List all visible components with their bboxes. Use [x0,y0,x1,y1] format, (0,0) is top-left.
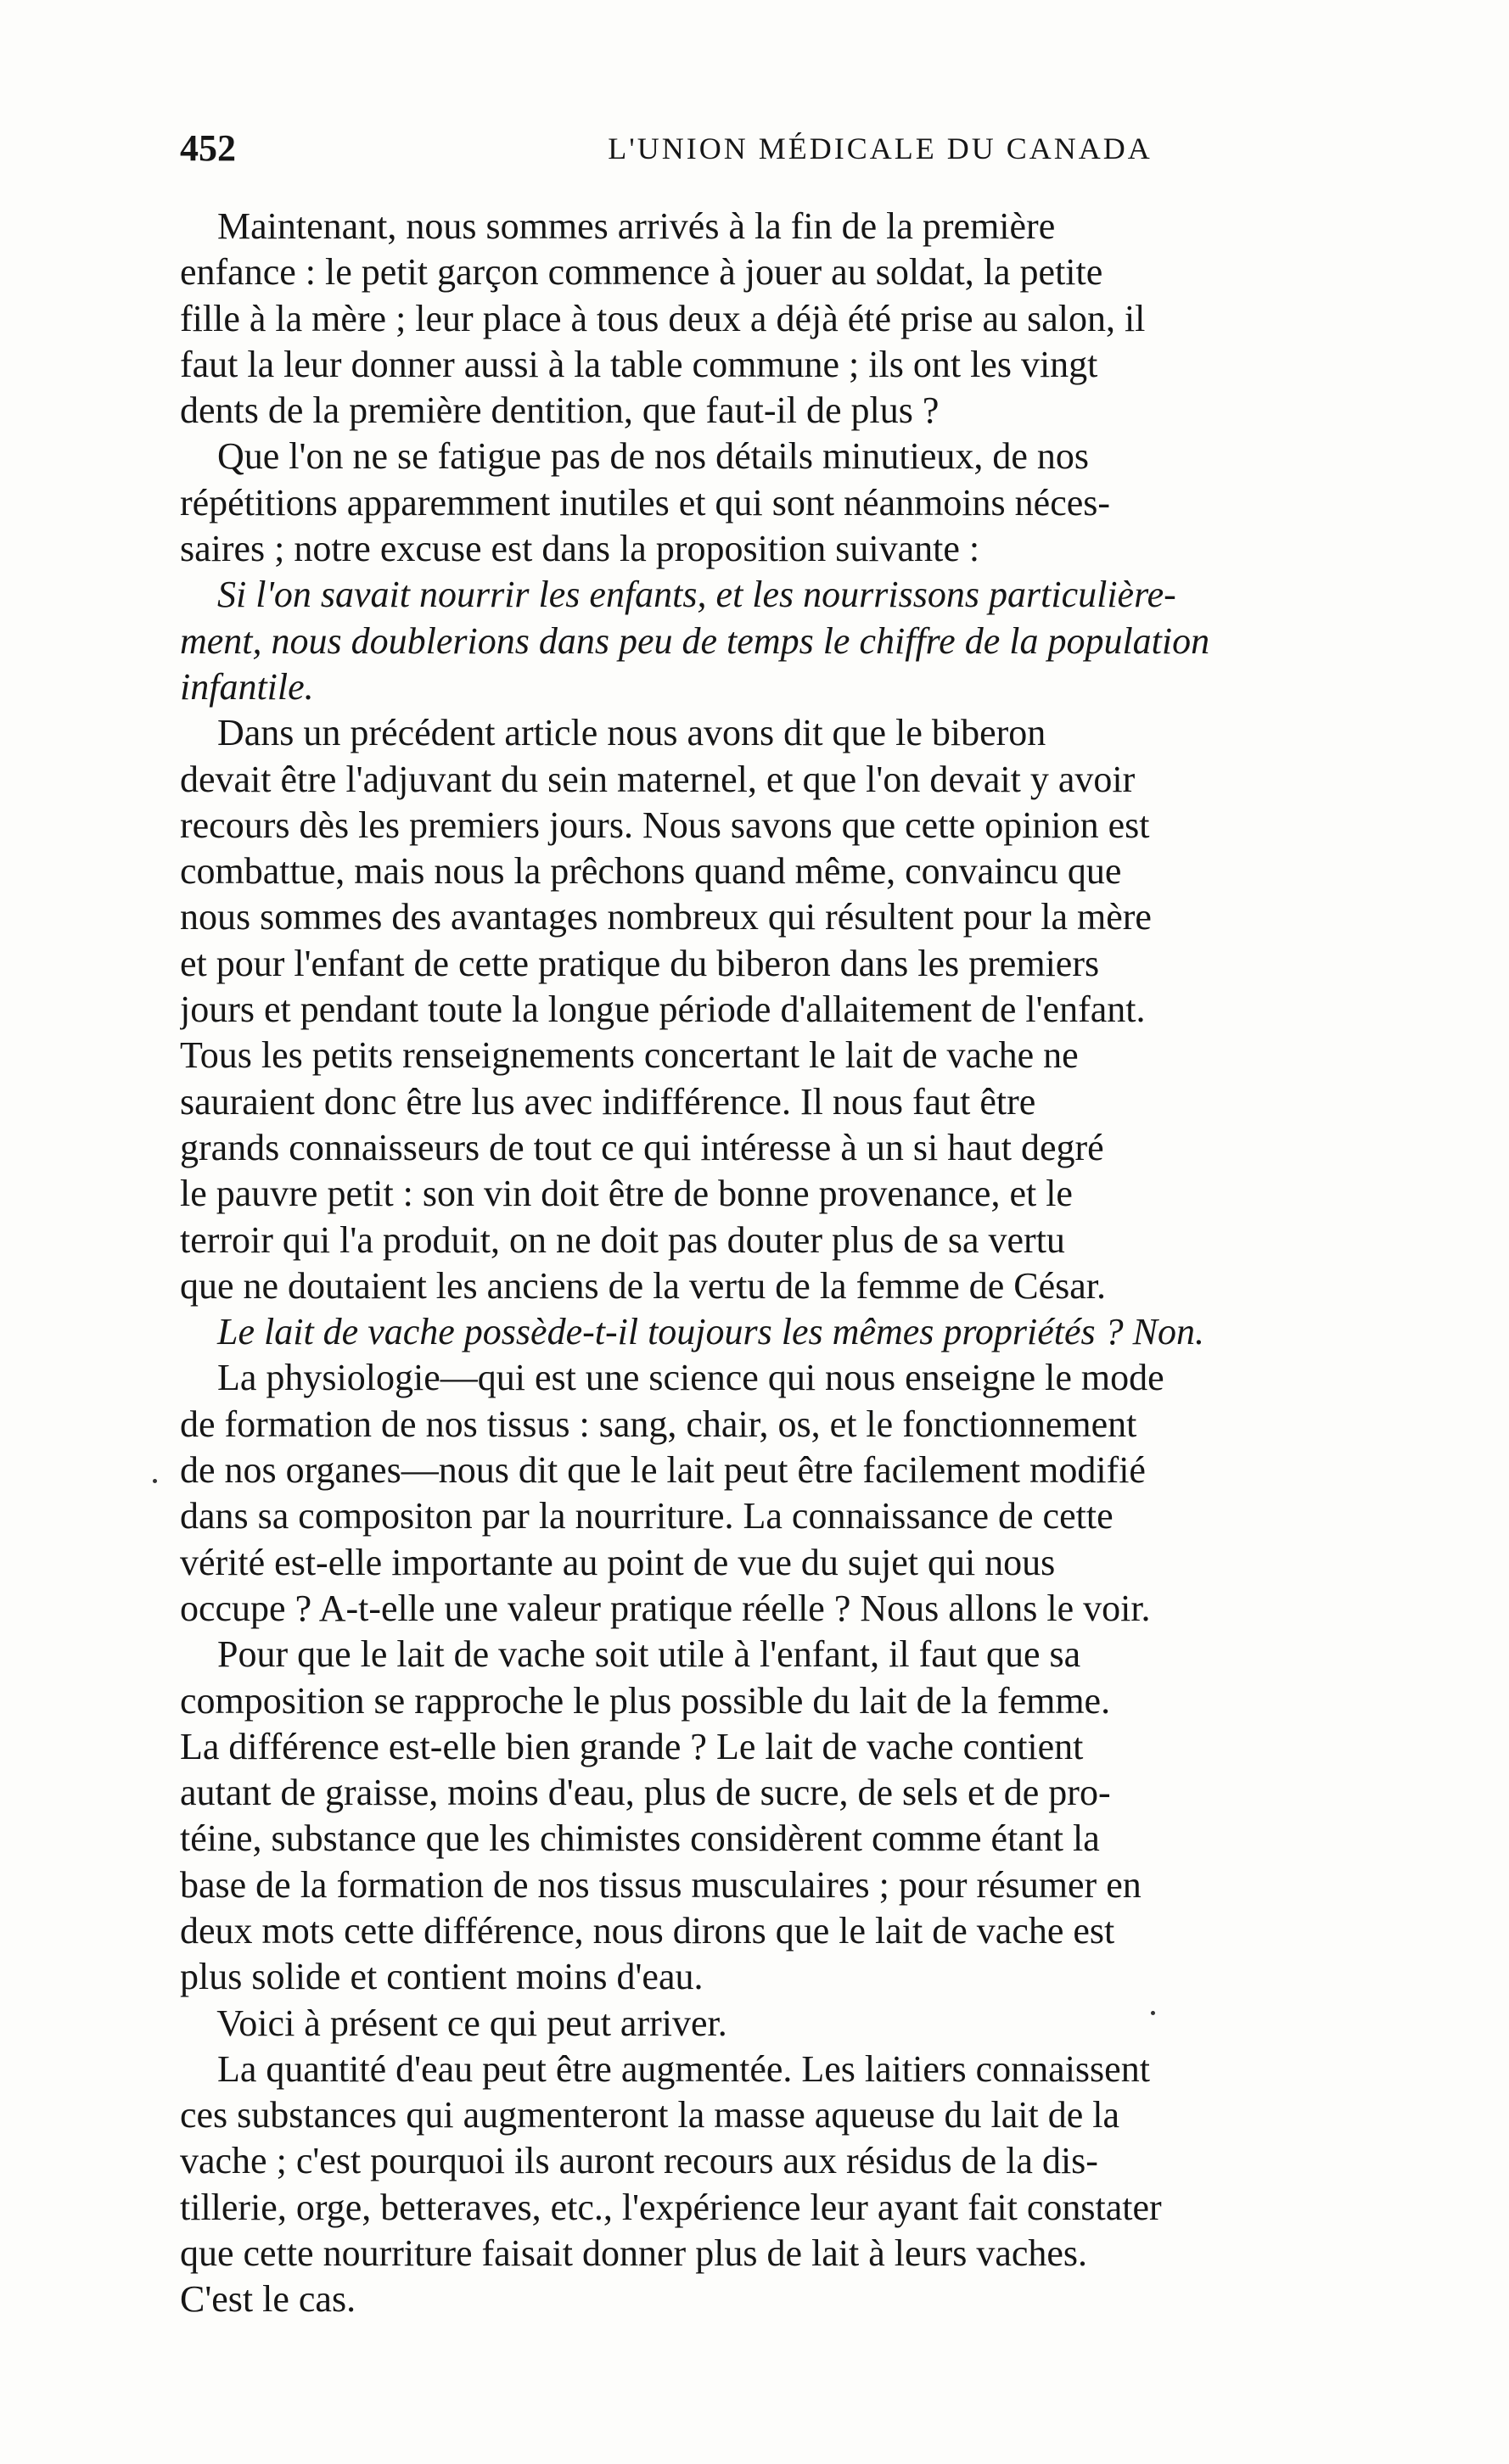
text-line: Le lait de vache possède-t-il toujours les mêmes propriétés ? Non. [180,1311,1204,1353]
stray-mark [153,1479,157,1483]
text-line: de nos organes—nous dit que le lait peut être facilement modifié [180,1449,1146,1492]
text-line: ment, nous doublerions dans peu de temps le chiffre de la population [180,619,1210,662]
text-line: Si l'on savait nourrir les enfants, et les nourrissons particulière- [180,574,1176,616]
text-line: dents de la première dentition, que faut-il de plus ? [180,389,940,432]
text-line: téine, substance que les chimistes considèrent comme étant la [180,1817,1100,1860]
text-line: vérité est-elle importante au point de vue du sujet qui nous [180,1541,1056,1583]
text-line: C'est le cas. [180,2278,356,2321]
text-line: fille à la mère ; leur place à tous deux a déjà été prise au salon, il [180,297,1146,339]
text-line: composition se rapproche le plus possible du lait de la femme. [180,1679,1111,1722]
text-line: et pour l'enfant de cette pratique du biberon dans les premiers [180,942,1100,984]
text-line: La différence est-elle bien grande ? Le lait de vache contient [180,1725,1084,1767]
text-line: Dans un précédent article nous avons dit que le biberon [180,712,1046,754]
text-line: base de la formation de nos tissus musculaires ; pour résumer en [180,1863,1142,1906]
text-line: faut la leur donner aussi à la table commune ; ils ont les vingt [180,343,1098,385]
text-line: grands connaisseurs de tout ce qui intéresse à un si haut degré [180,1126,1104,1168]
text-line: jours et pendant toute la longue période d'allaitement de l'enfant. [180,988,1146,1031]
running-title: L'UNION MÉDICALE DU CANADA [608,132,1153,165]
text-line: La quantité d'eau peut être augmentée. Les laitiers connaissent [180,2047,1150,2090]
text-line: que cette nourriture faisait donner plus de lait à leurs vaches. [180,2232,1088,2275]
text-line: ces substances qui augmenteront la masse aqueuse du lait de la [180,2094,1119,2136]
text-line: dans sa compositon par la nourriture. La connaissance de cette [180,1495,1114,1537]
body-text [180,204,1453,2323]
text-line: occupe ? A-t-elle une valeur pratique réelle ? Nous allons le voir. [180,1587,1151,1629]
text-line: Que l'on ne se fatigue pas de nos détails minutieux, de nos [180,435,1090,478]
text-line: tillerie, orge, betteraves, etc., l'expérience leur ayant fait constater [180,2186,1162,2228]
text-line: Maintenant, nous sommes arrivés à la fin de la première [180,205,1056,247]
stray-mark [1151,2011,1155,2015]
text-line: devait être l'adjuvant du sein maternel, et que l'on devait y avoir [180,758,1136,800]
page-header [180,123,1453,174]
text-line: combattue, mais nous la prêchons quand même, convaincu que [180,850,1122,893]
text-line: deux mots cette différence, nous dirons que le lait de vache est [180,1909,1115,1952]
text-line: recours dès les premiers jours. Nous savons que cette opinion est [180,804,1150,846]
text-line: sauraient donc être lus avec indifférence. Il nous faut être [180,1080,1036,1123]
text-line: enfance : le petit garçon commence à jouer au soldat, la petite [180,251,1103,294]
text-line: infantile. [180,665,314,708]
text-line: Voici à présent ce qui peut arriver. [180,2002,727,2044]
text-line: répétitions apparemment inutiles et qui sont néanmoins néces- [180,481,1111,524]
page-number: 452 [180,127,236,169]
text-line: saires ; notre excuse est dans la proposition suivante : [180,528,980,570]
text-line: Tous les petits renseignements concertant le lait de vache ne [180,1034,1079,1077]
text-line: de formation de nos tissus : sang, chair, os, et le fonctionnement [180,1403,1137,1445]
text-line: le pauvre petit : son vin doit être de bonne provenance, et le [180,1173,1073,1215]
text-line: Pour que le lait de vache soit utile à l'enfant, il faut que sa [180,1633,1081,1676]
text-line: plus solide et contient moins d'eau. [180,1956,704,1998]
text-line: vache ; c'est pourquoi ils auront recours aux résidus de la dis- [180,2140,1098,2182]
text-line: terroir qui l'a produit, on ne doit pas douter plus de sa vertu [180,1218,1065,1261]
text-line: autant de graisse, moins d'eau, plus de sucre, de sels et de pro- [180,1772,1111,1814]
text-line: nous sommes des avantages nombreux qui résultent pour la mère [180,896,1152,938]
text-line: La physiologie—qui est une science qui nous enseigne le mode [180,1357,1164,1399]
text-line: que ne doutaient les anciens de la vertu de la femme de César. [180,1264,1107,1307]
